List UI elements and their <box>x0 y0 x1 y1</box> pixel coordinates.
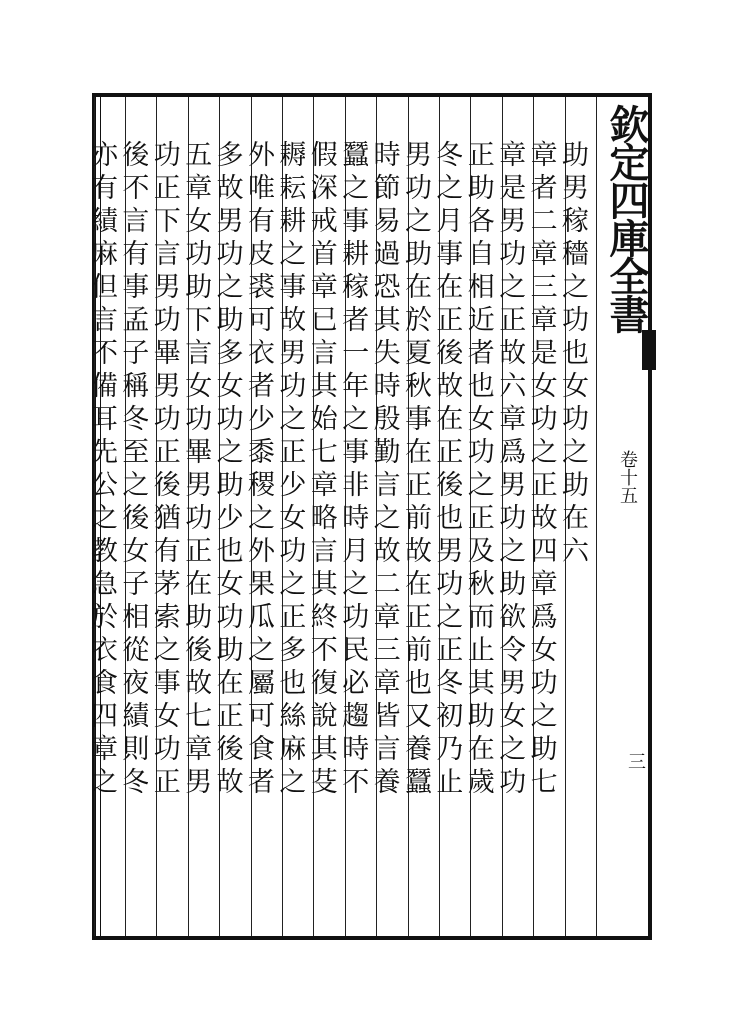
text-column: 亦有績麻但言不備耳先公之教急於衣食四章之 <box>85 140 117 800</box>
column-rule <box>596 97 597 936</box>
page-number: 三 <box>625 752 646 770</box>
book-title: 欽定四庫全書 <box>603 104 650 332</box>
text-column: 男功之助在於夏秋事在正前故在正前也又養蠶 <box>399 140 431 800</box>
text-column: 時節易過恐其失時殷勤言之故二章三章皆言養 <box>368 140 400 800</box>
text-column: 正助各自相近者也女功之正及秋而止其助在歲 <box>462 140 494 800</box>
text-column: 後不言有事孟子稱冬至之後女子相從夜績則冬 <box>117 140 149 800</box>
text-column: 冬之月事在正後故在正後也男功之正冬初乃止 <box>431 140 463 800</box>
text-column: 章是男功之正故六章爲男功之助欲令男女之功 <box>494 140 526 800</box>
text-column: 五章女功助下言女功畢男功正在助後故七章男 <box>180 140 212 800</box>
text-column: 助男稼穡之功也女功之助在六 <box>556 140 588 569</box>
text-column: 外唯有皮裘可衣者少黍稷之外果瓜之屬可食者 <box>242 140 274 800</box>
text-column: 章者二章三章是女功之正故四章爲女功之助七 <box>525 140 557 800</box>
text-column: 假深戒首章已言其始七章略言其終不復說其芟 <box>305 140 337 800</box>
text-column: 耨耘耕之事故男功之正少女功之正多也絲麻之 <box>274 140 306 800</box>
volume-label: 卷十五 <box>617 450 638 504</box>
fish-tail-mark <box>642 330 656 370</box>
text-column: 多故男功之助多女功之助少也女功助在正後故 <box>211 140 243 800</box>
text-column: 功正下言男功畢男功正後猶有茅索之事女功正 <box>148 140 180 800</box>
text-column: 蠶之事耕稼者一年之事非時月之功民必趨時不 <box>337 140 369 800</box>
